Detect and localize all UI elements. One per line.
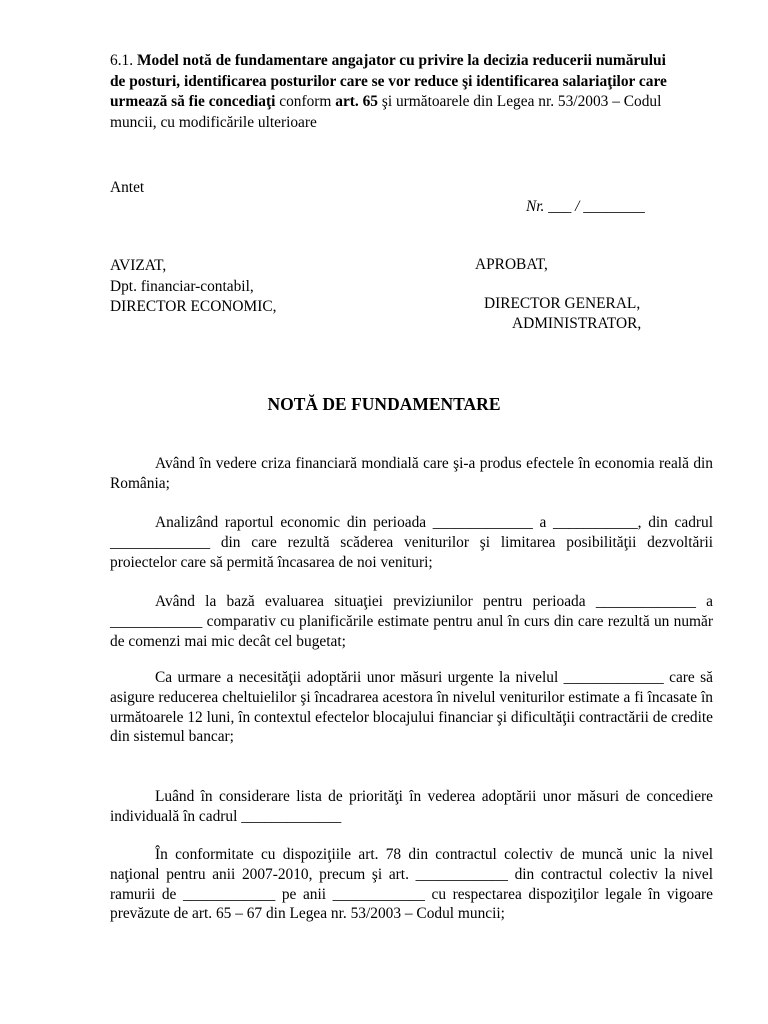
paragraph-4: Ca urmare a necesităţii adoptării unor măsuri urgente la nivelul _____________ care să asigure reducerea cheltuielilor şi încadrarea acestora în nivelul veniturilor estimate a fi încasate în următoarele 12 luni, în contextul efectelor blocajului financiar şi dificultăţii contractării de credite din sistemul bancar; [110, 669, 713, 746]
paragraph-6: În conformitate cu dispoziţiile art. 78 din contractul colectiv de muncă unic la nivel naţional pentru anii 2007-2010, precum şi art. ____________ din contractul colectiv la nivel ramurii de ____________ pe anii ____________ cu respectarea dispoziţilor legale în vigoare prevăzute de art. 65 – 67 din Legea nr. 53/2003 – Codul muncii; [110, 846, 713, 923]
signature-aprobat: APROBAT, [475, 256, 548, 273]
heading-bold-title: Model notă de fundamentare angajator cu privire la decizia reducerii numărului de posturi, identificarea posturilor care se vor reduce şi identificarea salariaţilor care urmează să fie concediaţi [110, 52, 667, 110]
heading-prefix: 6.1. [110, 52, 137, 69]
signature-avizat: AVIZAT, [110, 257, 167, 274]
paragraph-5: Luând în considerare lista de priorităţi în vederea adoptării unor măsuri de concediere individuală în cadrul _____________ [110, 788, 713, 825]
heading-bold-article: art. 65 [335, 93, 378, 110]
document-heading [110, 51, 670, 133]
document-title: NOTĂ DE FUNDAMENTARE [267, 394, 501, 414]
signature-director-general: DIRECTOR GENERAL, [484, 295, 641, 312]
registration-number-line: Nr. ___ / ________ [526, 198, 645, 215]
heading-middle: conform [275, 93, 336, 110]
heading-suffix: şi următoarele din Legea nr. 53/2003 – Codul muncii, cu modificările ulterioare [110, 93, 662, 131]
paragraph-2: Analizând raportul economic din perioada _____________ a ___________, din cadrul _____________ din care rezultă scăderea veniturilor şi limitarea posibilităţii dezvoltării proiectelor care să permită încasarea de noi venituri; [110, 514, 713, 571]
paragraph-1: Având în vedere criza financiară mondială care şi-a produs efectele în economia reală din România; [110, 455, 713, 492]
paragraph-3: Având la bază evaluarea situaţiei previziunilor pentru perioada _____________ a ____________ comparativ cu planificările estimate pentru anul în curs din care rezultă un număr de comenzi mai mic decât cel bugetat; [110, 593, 713, 650]
signature-administrator: ADMINISTRATOR, [512, 315, 642, 332]
signature-director-economic: DIRECTOR ECONOMIC, [110, 298, 277, 315]
signature-department: Dpt. financiar-contabil, [110, 277, 254, 295]
antet-label: Antet [110, 179, 145, 196]
signature-block-left [110, 256, 276, 318]
